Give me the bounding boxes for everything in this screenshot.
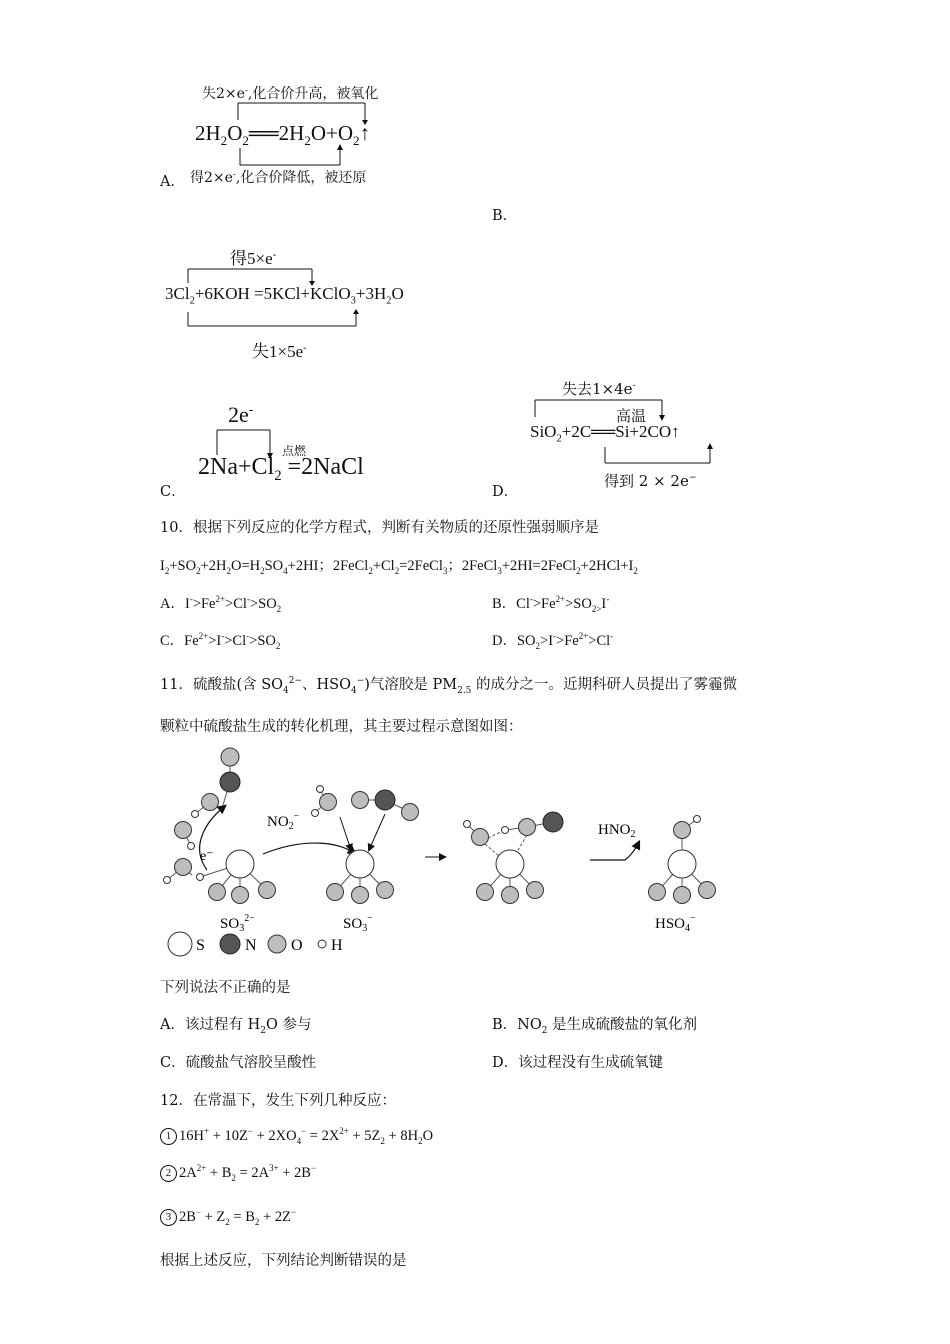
q9d-bottom-note: 得到 2 × 2e− — [604, 472, 697, 490]
stage4-hso4-minus — [649, 816, 716, 935]
legend-o: O — [291, 937, 303, 954]
q9-option-b — [160, 240, 460, 365]
q9a-bottom-note: 得2×e-,化合价降低，被还原 — [190, 169, 367, 186]
q9d-bottom-gain: 得到 2 × 2e — [604, 472, 689, 490]
q9d-label: D． — [492, 484, 519, 500]
q12-r2-equation: $2A^{2+} + B_2 = 2A^{3+} + 2B^-$ — [179, 1163, 317, 1183]
q9b-bottom-lose: 失1×5e — [252, 342, 304, 361]
q9a-bottom-rest: ,化合价降低，被还原 — [235, 170, 367, 186]
q10-option-b: B．$Cl^->Fe^{2+}>SO_{2>}I^-$ — [492, 594, 610, 614]
legend-s: S — [196, 937, 205, 954]
q9a-label: A． — [160, 174, 185, 190]
hso4-minus-label: $HSO_4^-$ — [655, 913, 696, 934]
q11-mechanism-diagram — [155, 742, 735, 967]
q9c-label: C． — [160, 484, 186, 500]
no2-minus-label: $NO_2^-$ — [267, 811, 300, 832]
legend-h: H — [331, 937, 343, 954]
q9-option-a — [160, 80, 460, 190]
q9a-equation: $2H_2O_2══2H_2O+O_2↑$ — [195, 121, 371, 149]
q12-question: 根据上述反应，下列结论判断错误的是 — [160, 1253, 407, 1269]
q9b-top-gain: 得5×e — [230, 249, 273, 268]
q11-option-c: C．硫酸盐气溶胶呈酸性 — [160, 1055, 317, 1071]
stage1-so3-2minus — [164, 748, 276, 934]
q9b-equation: $3Cl_2+6KOH$ $=5KCl+KClO_3+3H_2O$ — [165, 284, 404, 307]
legend-n: N — [245, 937, 257, 954]
q10-reactions: $I_2+SO_2+2H_2O=H_2SO_4+2HI$；$2FeCl_2+Cl_2=2FeCl_3$；$2FeCl_3+2HI=2FeCl_2+2HCl+I_2$ — [160, 558, 638, 576]
q9d-top-note: 失去1×4e- — [562, 380, 636, 398]
q12-r2-number: 2 — [160, 1165, 177, 1182]
q9-option-c — [160, 400, 440, 500]
q9c-electrons: 2e- — [228, 401, 254, 427]
q9a-top-note: 失2×e-,化合价升高，被氧化 — [202, 85, 379, 102]
q12-r3-equation: $2B^- + Z_2 = B_2 + 2Z^-$ — [179, 1207, 297, 1227]
q9c-equation: $2Na+Cl_2$ =2NaCl — [198, 454, 364, 484]
q10-stem: 10．根据下列反应的化学方程式，判断有关物质的还原性强弱顺序是 — [160, 520, 599, 536]
q9b-label: B． — [492, 208, 518, 224]
q11-option-b: B．$NO_2$ 是生成硫酸盐的氧化剂 — [492, 1017, 698, 1036]
stage2-so3-minus — [312, 786, 419, 935]
q11-stem-line2: 颗粒中硫酸盐生成的转化机理，其主要过程示意图如图： — [160, 719, 523, 735]
so3-minus-label: $SO_3^-$ — [343, 913, 373, 934]
q9c-condition: 点燃 — [282, 444, 307, 458]
q12-r3-number: 3 — [160, 1209, 177, 1226]
q11-question: 下列说法不正确的是 — [160, 980, 291, 996]
q12-stem: 12．在常温下，发生下列几种反应： — [160, 1093, 396, 1109]
q9c-electron-count: 2e — [228, 402, 249, 427]
q10-option-a: A．$I^->Fe^{2+}>Cl^->SO_2$ — [160, 594, 282, 614]
q12-r1-number: 1 — [160, 1128, 177, 1145]
legend — [168, 932, 343, 956]
q11-option-a: A．该过程有 $H_2O$ 参与 — [160, 1017, 312, 1036]
q9d-top-lose: 失去1×4e — [562, 380, 633, 398]
q10-option-d: D．$SO_2>I^->Fe^{2+}>Cl^-$ — [492, 631, 614, 651]
q9d-equation: SiO$_2$+2C══Si+2CO↑ — [530, 422, 680, 445]
q11-stem-line1: 11．硫酸盐(含 $SO_4^{2-}$、$HSO_4^-$)气溶胶是 $PM_{2.5}$ 的成分之一。近期科研人员提出了雾霾微 — [160, 676, 738, 696]
q12-reaction-2 — [160, 1163, 316, 1183]
hno2-label: $HNO_2$ — [598, 822, 636, 840]
q9a-top-rest: ,化合价升高，被氧化 — [247, 86, 379, 102]
q9d-condition: 高温 — [616, 407, 647, 425]
q9-option-d — [492, 375, 792, 500]
q12-r1-equation: $16H^+ + 10Z^- + 2XO_4^- = 2X^{2+} + 5Z_2 + 8H_2O$ — [179, 1126, 434, 1146]
so3-2minus-label: $SO_3^{2-}$ — [220, 913, 255, 934]
stage3-intermediate — [464, 812, 564, 904]
q12-reaction-3 — [160, 1207, 296, 1227]
q9a-bottom-gain: 得2×e — [190, 170, 233, 186]
q9b-bottom-note: 失1×5e- — [252, 342, 307, 361]
q9b-top-note: 得5×e- — [230, 249, 277, 268]
q11-option-d: D．该过程没有生成硫氧键 — [492, 1055, 664, 1071]
q12-reaction-1 — [160, 1126, 433, 1146]
q10-option-c: C．$Fe^{2+}>I^->Cl^->SO_2$ — [160, 631, 281, 651]
electron-label: e⁻ — [200, 849, 214, 864]
q9a-top-lose: 失2×e — [202, 86, 245, 102]
